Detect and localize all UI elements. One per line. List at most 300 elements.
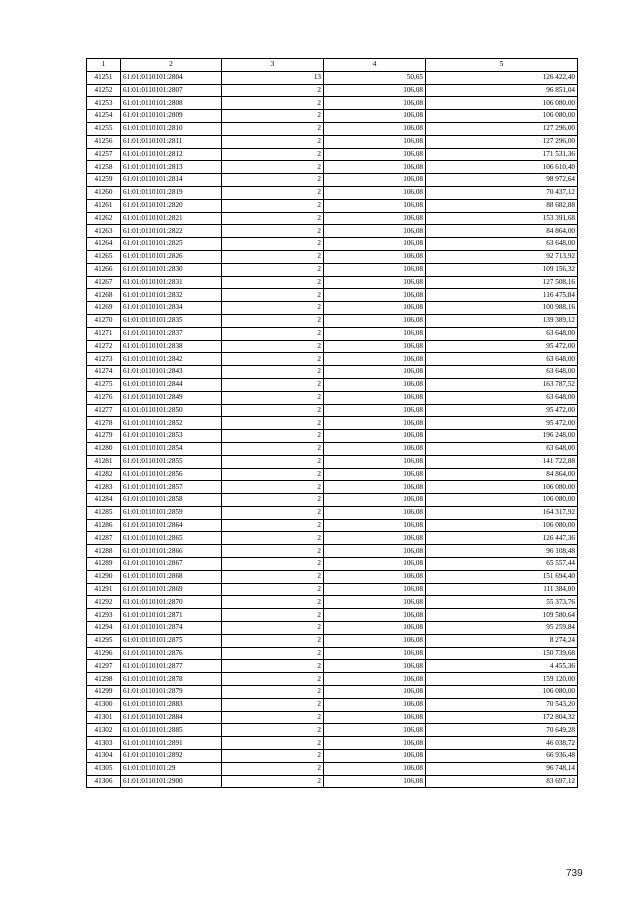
row-index-cell: 41289 bbox=[87, 558, 121, 571]
data-table bbox=[86, 58, 578, 788]
value-cell: 164 317,92 bbox=[426, 506, 578, 519]
value-cell: 159 120,00 bbox=[426, 673, 578, 686]
quantity-cell: 2 bbox=[222, 468, 324, 481]
row-index-cell: 41292 bbox=[87, 596, 121, 609]
quantity-cell: 2 bbox=[222, 506, 324, 519]
cadastral-number-cell: 61:01:0110101:2811 bbox=[121, 135, 222, 148]
table-row bbox=[87, 750, 578, 763]
value-cell: 84 864,00 bbox=[426, 225, 578, 238]
row-index-cell: 41256 bbox=[87, 135, 121, 148]
quantity-cell: 2 bbox=[222, 634, 324, 647]
value-cell: 172 804,32 bbox=[426, 711, 578, 724]
area-cell: 106,08 bbox=[324, 737, 426, 750]
area-cell: 106,08 bbox=[324, 340, 426, 353]
value-cell: 66 936,48 bbox=[426, 750, 578, 763]
table-row bbox=[87, 212, 578, 225]
area-cell: 106,08 bbox=[324, 212, 426, 225]
row-index-cell: 41275 bbox=[87, 378, 121, 391]
value-cell: 100 988,16 bbox=[426, 302, 578, 315]
table-row bbox=[87, 545, 578, 558]
table-row bbox=[87, 417, 578, 430]
table-row bbox=[87, 481, 578, 494]
area-cell: 106,08 bbox=[324, 481, 426, 494]
row-index-cell: 41251 bbox=[87, 71, 121, 84]
cadastral-number-cell: 61:01:0110101:2854 bbox=[121, 442, 222, 455]
cadastral-number-cell: 61:01:0110101:2869 bbox=[121, 583, 222, 596]
cadastral-number-cell: 61:01:0110101:2877 bbox=[121, 660, 222, 673]
table-row bbox=[87, 583, 578, 596]
table-row bbox=[87, 366, 578, 379]
row-index-cell: 41303 bbox=[87, 737, 121, 750]
area-cell: 106,08 bbox=[324, 442, 426, 455]
quantity-cell: 2 bbox=[222, 391, 324, 404]
value-cell: 63 648,00 bbox=[426, 327, 578, 340]
quantity-cell: 2 bbox=[222, 84, 324, 97]
cadastral-number-cell: 61:01:0110101:2870 bbox=[121, 596, 222, 609]
row-index-cell: 41293 bbox=[87, 609, 121, 622]
quantity-cell: 2 bbox=[222, 775, 324, 788]
quantity-cell: 2 bbox=[222, 698, 324, 711]
table-row bbox=[87, 314, 578, 327]
value-cell: 153 391,68 bbox=[426, 212, 578, 225]
row-index-cell: 41260 bbox=[87, 186, 121, 199]
area-cell: 106,08 bbox=[324, 711, 426, 724]
cadastral-number-cell: 61:01:0110101:2883 bbox=[121, 698, 222, 711]
area-cell: 106,08 bbox=[324, 570, 426, 583]
column-header: 4 bbox=[324, 59, 426, 72]
row-index-cell: 41290 bbox=[87, 570, 121, 583]
quantity-cell: 13 bbox=[222, 71, 324, 84]
table-row bbox=[87, 238, 578, 251]
value-cell: 196 248,00 bbox=[426, 430, 578, 443]
cadastral-number-cell: 61:01:0110101:2900 bbox=[121, 775, 222, 788]
cadastral-number-cell: 61:01:0110101:2885 bbox=[121, 724, 222, 737]
area-cell: 106,08 bbox=[324, 353, 426, 366]
quantity-cell: 2 bbox=[222, 519, 324, 532]
row-index-cell: 41297 bbox=[87, 660, 121, 673]
cadastral-number-cell: 61:01:0110101:2884 bbox=[121, 711, 222, 724]
row-index-cell: 41258 bbox=[87, 161, 121, 174]
cadastral-number-cell: 61:01:0110101:2825 bbox=[121, 238, 222, 251]
table-row bbox=[87, 442, 578, 455]
quantity-cell: 2 bbox=[222, 135, 324, 148]
column-header: 1 bbox=[87, 59, 121, 72]
value-cell: 8 274,24 bbox=[426, 634, 578, 647]
row-index-cell: 41286 bbox=[87, 519, 121, 532]
quantity-cell: 2 bbox=[222, 673, 324, 686]
table-row bbox=[87, 570, 578, 583]
table-row bbox=[87, 622, 578, 635]
row-index-cell: 41273 bbox=[87, 353, 121, 366]
value-cell: 106 080,00 bbox=[426, 686, 578, 699]
cadastral-number-cell: 61:01:0110101:2865 bbox=[121, 532, 222, 545]
quantity-cell: 2 bbox=[222, 711, 324, 724]
value-cell: 106 080,00 bbox=[426, 110, 578, 123]
row-index-cell: 41282 bbox=[87, 468, 121, 481]
row-index-cell: 41299 bbox=[87, 686, 121, 699]
area-cell: 106,08 bbox=[324, 110, 426, 123]
cadastral-number-cell: 61:01:0110101:2838 bbox=[121, 340, 222, 353]
value-cell: 46 038,72 bbox=[426, 737, 578, 750]
area-cell: 106,08 bbox=[324, 558, 426, 571]
table-row bbox=[87, 404, 578, 417]
table-row bbox=[87, 558, 578, 571]
quantity-cell: 2 bbox=[222, 378, 324, 391]
cadastral-number-cell: 61:01:0110101:2864 bbox=[121, 519, 222, 532]
area-cell: 106,08 bbox=[324, 250, 426, 263]
area-cell: 106,08 bbox=[324, 455, 426, 468]
cadastral-number-cell: 61:01:0110101:2867 bbox=[121, 558, 222, 571]
cadastral-number-cell: 61:01:0110101:2837 bbox=[121, 327, 222, 340]
cadastral-number-cell: 61:01:0110101:2810 bbox=[121, 122, 222, 135]
quantity-cell: 2 bbox=[222, 276, 324, 289]
quantity-cell: 2 bbox=[222, 762, 324, 775]
row-index-cell: 41280 bbox=[87, 442, 121, 455]
area-cell: 106,08 bbox=[324, 506, 426, 519]
value-cell: 55 373,76 bbox=[426, 596, 578, 609]
table-row bbox=[87, 711, 578, 724]
quantity-cell: 2 bbox=[222, 148, 324, 161]
table-row bbox=[87, 391, 578, 404]
area-cell: 106,08 bbox=[324, 430, 426, 443]
table-row bbox=[87, 84, 578, 97]
row-index-cell: 41257 bbox=[87, 148, 121, 161]
row-index-cell: 41271 bbox=[87, 327, 121, 340]
table-row bbox=[87, 302, 578, 315]
table-row bbox=[87, 263, 578, 276]
area-cell: 106,08 bbox=[324, 775, 426, 788]
area-cell: 106,08 bbox=[324, 596, 426, 609]
quantity-cell: 2 bbox=[222, 686, 324, 699]
value-cell: 63 648,00 bbox=[426, 391, 578, 404]
area-cell: 106,08 bbox=[324, 186, 426, 199]
quantity-cell: 2 bbox=[222, 199, 324, 212]
value-cell: 151 694,40 bbox=[426, 570, 578, 583]
row-index-cell: 41264 bbox=[87, 238, 121, 251]
value-cell: 106 080,00 bbox=[426, 494, 578, 507]
row-index-cell: 41255 bbox=[87, 122, 121, 135]
cadastral-number-cell: 61:01:0110101:2843 bbox=[121, 366, 222, 379]
value-cell: 106 080,00 bbox=[426, 481, 578, 494]
quantity-cell: 2 bbox=[222, 609, 324, 622]
row-index-cell: 41306 bbox=[87, 775, 121, 788]
row-index-cell: 41298 bbox=[87, 673, 121, 686]
table-row bbox=[87, 110, 578, 123]
value-cell: 127 508,16 bbox=[426, 276, 578, 289]
area-cell: 106,08 bbox=[324, 199, 426, 212]
table-row bbox=[87, 596, 578, 609]
area-cell: 106,08 bbox=[324, 84, 426, 97]
row-index-cell: 41291 bbox=[87, 583, 121, 596]
table-row bbox=[87, 289, 578, 302]
table-row bbox=[87, 455, 578, 468]
quantity-cell: 2 bbox=[222, 724, 324, 737]
quantity-cell: 2 bbox=[222, 404, 324, 417]
area-cell: 106,08 bbox=[324, 622, 426, 635]
value-cell: 84 864,00 bbox=[426, 468, 578, 481]
cadastral-number-cell: 61:01:0110101:2857 bbox=[121, 481, 222, 494]
quantity-cell: 2 bbox=[222, 327, 324, 340]
table-row bbox=[87, 353, 578, 366]
value-cell: 70 437,12 bbox=[426, 186, 578, 199]
quantity-cell: 2 bbox=[222, 353, 324, 366]
area-cell: 106,08 bbox=[324, 238, 426, 251]
cadastral-number-cell: 61:01:0110101:2855 bbox=[121, 455, 222, 468]
row-index-cell: 41287 bbox=[87, 532, 121, 545]
cadastral-number-cell: 61:01:0110101:2822 bbox=[121, 225, 222, 238]
value-cell: 96 748,14 bbox=[426, 762, 578, 775]
table-row bbox=[87, 686, 578, 699]
value-cell: 70 543,20 bbox=[426, 698, 578, 711]
row-index-cell: 41288 bbox=[87, 545, 121, 558]
quantity-cell: 2 bbox=[222, 622, 324, 635]
row-index-cell: 41263 bbox=[87, 225, 121, 238]
column-header: 2 bbox=[121, 59, 222, 72]
quantity-cell: 2 bbox=[222, 660, 324, 673]
cadastral-number-cell: 61:01:0110101:2842 bbox=[121, 353, 222, 366]
value-cell: 88 682,88 bbox=[426, 199, 578, 212]
area-cell: 106,08 bbox=[324, 468, 426, 481]
quantity-cell: 2 bbox=[222, 750, 324, 763]
row-index-cell: 41302 bbox=[87, 724, 121, 737]
row-index-cell: 41272 bbox=[87, 340, 121, 353]
row-index-cell: 41283 bbox=[87, 481, 121, 494]
table-row bbox=[87, 186, 578, 199]
quantity-cell: 2 bbox=[222, 737, 324, 750]
row-index-cell: 41261 bbox=[87, 199, 121, 212]
row-index-cell: 41274 bbox=[87, 366, 121, 379]
row-index-cell: 41300 bbox=[87, 698, 121, 711]
cadastral-number-cell: 61:01:0110101:2821 bbox=[121, 212, 222, 225]
area-cell: 106,08 bbox=[324, 225, 426, 238]
area-cell: 106,08 bbox=[324, 634, 426, 647]
area-cell: 106,08 bbox=[324, 289, 426, 302]
quantity-cell: 2 bbox=[222, 174, 324, 187]
area-cell: 106,08 bbox=[324, 276, 426, 289]
value-cell: 106 080,00 bbox=[426, 519, 578, 532]
table-row bbox=[87, 161, 578, 174]
row-index-cell: 41305 bbox=[87, 762, 121, 775]
table-row bbox=[87, 468, 578, 481]
area-cell: 106,08 bbox=[324, 494, 426, 507]
row-index-cell: 41295 bbox=[87, 634, 121, 647]
quantity-cell: 2 bbox=[222, 430, 324, 443]
area-cell: 106,08 bbox=[324, 609, 426, 622]
cadastral-number-cell: 61:01:0110101:2807 bbox=[121, 84, 222, 97]
value-cell: 63 648,00 bbox=[426, 366, 578, 379]
cadastral-number-cell: 61:01:0110101:2809 bbox=[121, 110, 222, 123]
row-index-cell: 41296 bbox=[87, 647, 121, 660]
cadastral-number-cell: 61:01:0110101:29 bbox=[121, 762, 222, 775]
value-cell: 95 259,84 bbox=[426, 622, 578, 635]
quantity-cell: 2 bbox=[222, 455, 324, 468]
area-cell: 106,08 bbox=[324, 750, 426, 763]
table-row bbox=[87, 698, 578, 711]
value-cell: 126 422,40 bbox=[426, 71, 578, 84]
quantity-cell: 2 bbox=[222, 340, 324, 353]
page-number: 739 bbox=[566, 868, 583, 879]
quantity-cell: 2 bbox=[222, 366, 324, 379]
cadastral-number-cell: 61:01:0110101:2878 bbox=[121, 673, 222, 686]
cadastral-number-cell: 61:01:0110101:2856 bbox=[121, 468, 222, 481]
value-cell: 92 713,92 bbox=[426, 250, 578, 263]
area-cell: 106,08 bbox=[324, 174, 426, 187]
table-row bbox=[87, 250, 578, 263]
cadastral-number-cell: 61:01:0110101:2832 bbox=[121, 289, 222, 302]
table-row bbox=[87, 634, 578, 647]
value-cell: 109 580,64 bbox=[426, 609, 578, 622]
cadastral-number-cell: 61:01:0110101:2879 bbox=[121, 686, 222, 699]
value-cell: 63 648,00 bbox=[426, 238, 578, 251]
area-cell: 106,08 bbox=[324, 97, 426, 110]
area-cell: 106,08 bbox=[324, 532, 426, 545]
cadastral-number-cell: 61:01:0110101:2868 bbox=[121, 570, 222, 583]
area-cell: 106,08 bbox=[324, 148, 426, 161]
row-index-cell: 41266 bbox=[87, 263, 121, 276]
value-cell: 63 648,00 bbox=[426, 442, 578, 455]
quantity-cell: 2 bbox=[222, 97, 324, 110]
row-index-cell: 41269 bbox=[87, 302, 121, 315]
area-cell: 106,08 bbox=[324, 724, 426, 737]
value-cell: 150 739,68 bbox=[426, 647, 578, 660]
row-index-cell: 41267 bbox=[87, 276, 121, 289]
value-cell: 126 447,36 bbox=[426, 532, 578, 545]
row-index-cell: 41252 bbox=[87, 84, 121, 97]
quantity-cell: 2 bbox=[222, 417, 324, 430]
row-index-cell: 41281 bbox=[87, 455, 121, 468]
quantity-cell: 2 bbox=[222, 250, 324, 263]
row-index-cell: 41279 bbox=[87, 430, 121, 443]
value-cell: 141 722,88 bbox=[426, 455, 578, 468]
value-cell: 111 384,00 bbox=[426, 583, 578, 596]
quantity-cell: 2 bbox=[222, 110, 324, 123]
table-row bbox=[87, 327, 578, 340]
value-cell: 95 472,00 bbox=[426, 340, 578, 353]
cadastral-number-cell: 61:01:0110101:2835 bbox=[121, 314, 222, 327]
cadastral-number-cell: 61:01:0110101:2853 bbox=[121, 430, 222, 443]
cadastral-number-cell: 61:01:0110101:2834 bbox=[121, 302, 222, 315]
quantity-cell: 2 bbox=[222, 583, 324, 596]
table-row bbox=[87, 609, 578, 622]
table-row bbox=[87, 340, 578, 353]
cadastral-number-cell: 61:01:0110101:2850 bbox=[121, 404, 222, 417]
table-row bbox=[87, 532, 578, 545]
cadastral-number-cell: 61:01:0110101:2875 bbox=[121, 634, 222, 647]
area-cell: 106,08 bbox=[324, 686, 426, 699]
table-header-row bbox=[87, 59, 578, 72]
row-index-cell: 41304 bbox=[87, 750, 121, 763]
table-row bbox=[87, 506, 578, 519]
value-cell: 96 851,04 bbox=[426, 84, 578, 97]
row-index-cell: 41285 bbox=[87, 506, 121, 519]
row-index-cell: 41268 bbox=[87, 289, 121, 302]
value-cell: 106 610,40 bbox=[426, 161, 578, 174]
quantity-cell: 2 bbox=[222, 558, 324, 571]
cadastral-number-cell: 61:01:0110101:2830 bbox=[121, 263, 222, 276]
row-index-cell: 41270 bbox=[87, 314, 121, 327]
table-row bbox=[87, 519, 578, 532]
value-cell: 95 472,00 bbox=[426, 417, 578, 430]
area-cell: 106,08 bbox=[324, 762, 426, 775]
value-cell: 65 557,44 bbox=[426, 558, 578, 571]
quantity-cell: 2 bbox=[222, 122, 324, 135]
area-cell: 106,08 bbox=[324, 327, 426, 340]
cadastral-number-cell: 61:01:0110101:2849 bbox=[121, 391, 222, 404]
value-cell: 139 389,12 bbox=[426, 314, 578, 327]
row-index-cell: 41294 bbox=[87, 622, 121, 635]
area-cell: 106,08 bbox=[324, 583, 426, 596]
area-cell: 106,08 bbox=[324, 135, 426, 148]
quantity-cell: 2 bbox=[222, 289, 324, 302]
row-index-cell: 41265 bbox=[87, 250, 121, 263]
column-header: 5 bbox=[426, 59, 578, 72]
quantity-cell: 2 bbox=[222, 442, 324, 455]
value-cell: 127 296,00 bbox=[426, 135, 578, 148]
quantity-cell: 2 bbox=[222, 647, 324, 660]
value-cell: 4 455,36 bbox=[426, 660, 578, 673]
row-index-cell: 41301 bbox=[87, 711, 121, 724]
area-cell: 106,08 bbox=[324, 698, 426, 711]
quantity-cell: 2 bbox=[222, 238, 324, 251]
value-cell: 96 108,48 bbox=[426, 545, 578, 558]
cadastral-number-cell: 61:01:0110101:2874 bbox=[121, 622, 222, 635]
row-index-cell: 41277 bbox=[87, 404, 121, 417]
quantity-cell: 2 bbox=[222, 532, 324, 545]
area-cell: 106,08 bbox=[324, 378, 426, 391]
quantity-cell: 2 bbox=[222, 570, 324, 583]
row-index-cell: 41259 bbox=[87, 174, 121, 187]
quantity-cell: 2 bbox=[222, 263, 324, 276]
cadastral-number-cell: 61:01:0110101:2808 bbox=[121, 97, 222, 110]
table-row bbox=[87, 135, 578, 148]
quantity-cell: 2 bbox=[222, 225, 324, 238]
row-index-cell: 41276 bbox=[87, 391, 121, 404]
quantity-cell: 2 bbox=[222, 186, 324, 199]
cadastral-number-cell: 61:01:0110101:2858 bbox=[121, 494, 222, 507]
table-row bbox=[87, 775, 578, 788]
value-cell: 98 972,64 bbox=[426, 174, 578, 187]
value-cell: 106 080,00 bbox=[426, 97, 578, 110]
table-body bbox=[87, 71, 578, 788]
quantity-cell: 2 bbox=[222, 212, 324, 225]
area-cell: 106,08 bbox=[324, 647, 426, 660]
table-row bbox=[87, 737, 578, 750]
table-row bbox=[87, 174, 578, 187]
table-row bbox=[87, 378, 578, 391]
table-row bbox=[87, 276, 578, 289]
cadastral-number-cell: 61:01:0110101:2831 bbox=[121, 276, 222, 289]
area-cell: 106,08 bbox=[324, 545, 426, 558]
table-row bbox=[87, 762, 578, 775]
area-cell: 106,08 bbox=[324, 417, 426, 430]
row-index-cell: 41253 bbox=[87, 97, 121, 110]
row-index-cell: 41278 bbox=[87, 417, 121, 430]
table-row bbox=[87, 199, 578, 212]
area-cell: 106,08 bbox=[324, 122, 426, 135]
table-row bbox=[87, 430, 578, 443]
value-cell: 70 649,28 bbox=[426, 724, 578, 737]
value-cell: 171 531,36 bbox=[426, 148, 578, 161]
cadastral-number-cell: 61:01:0110101:2871 bbox=[121, 609, 222, 622]
value-cell: 109 156,32 bbox=[426, 263, 578, 276]
area-cell: 106,08 bbox=[324, 314, 426, 327]
cadastral-number-cell: 61:01:0110101:2866 bbox=[121, 545, 222, 558]
area-cell: 106,08 bbox=[324, 391, 426, 404]
quantity-cell: 2 bbox=[222, 314, 324, 327]
value-cell: 127 296,00 bbox=[426, 122, 578, 135]
value-cell: 83 697,12 bbox=[426, 775, 578, 788]
table-row bbox=[87, 494, 578, 507]
